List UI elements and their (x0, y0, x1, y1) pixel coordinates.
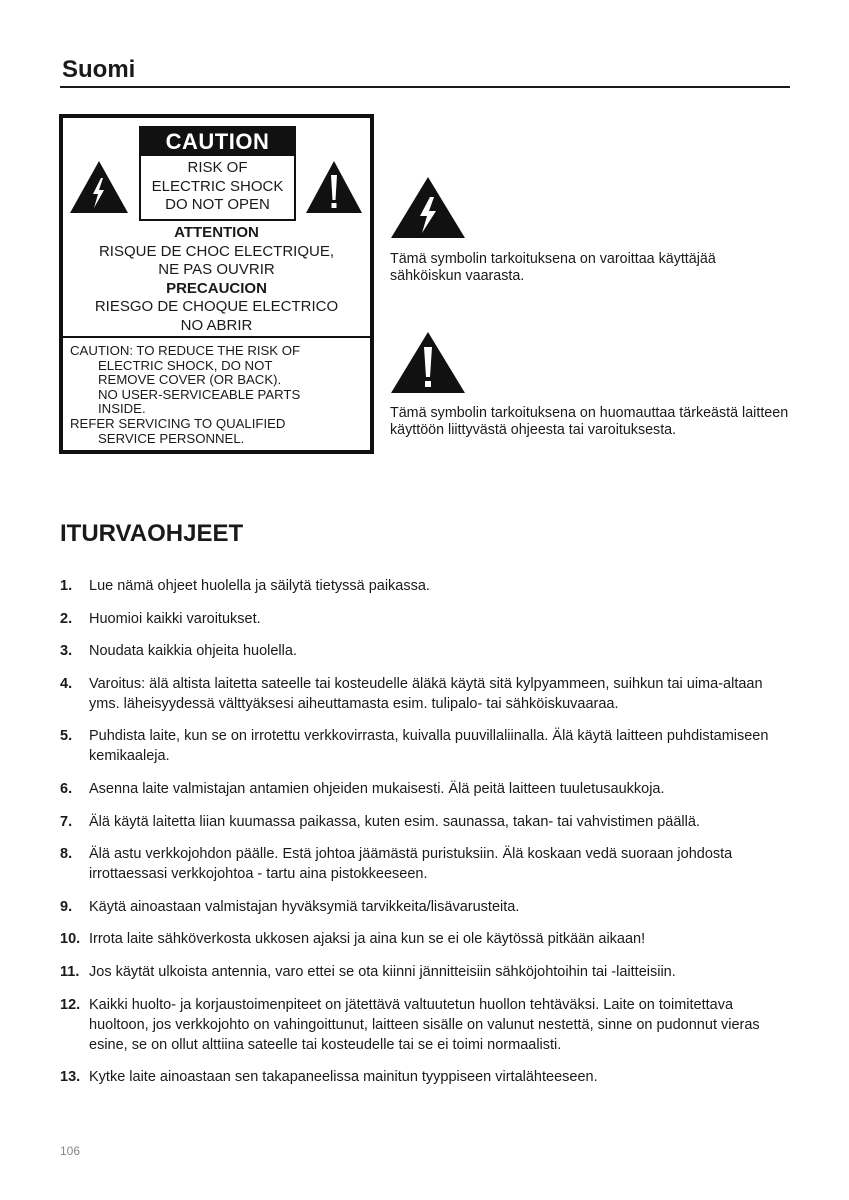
list-item (60, 929, 785, 949)
item-number: 8. (60, 846, 73, 863)
lightning-warning-icon (69, 160, 129, 219)
item-text: Älä astu verkkojohdon päälle. Estä johtoa jäämästä puristuksiin. Älä koskaan vedä suoraan johdosta irrottaessasi verkkojohtoa - tartu aina pistokkeeseen. (89, 846, 733, 883)
list-item (60, 1067, 785, 1087)
list-item (60, 779, 785, 799)
list-item (60, 995, 785, 1055)
item-text: Kytke laite ainoastaan sen takapaneelissa mainitun tyyppiseen virtalähteeseen. (89, 1069, 598, 1086)
item-number: 1. (60, 578, 73, 594)
exclamation-symbol-description: Tämä symbolin tarkoituksena on huomauttaa tärkeästä laitteen käyttöön liittyvästä ohjeesta tai varoituksesta. (390, 405, 789, 438)
language-title: Suomi (62, 56, 136, 83)
item-number: 11. (60, 963, 80, 980)
risk-text: RISK OF ELECTRIC SHOCK DO NOT OPEN (151, 159, 284, 213)
exclamation-warning-icon (305, 160, 363, 219)
item-number: 5. (60, 728, 73, 745)
item-text: Kaikki huolto- ja korjaustoimenpiteet on jätettävä valtuutetun huollon tehtäväksi. Laite on toimitettava huoltoon, jos verkkojohto on vahingoittunut, laitteen sisälle on valunut nestettä, sinne on pudonnut vieras esine, se on ollut alttiina sateelle tai kosteudelle tai se ei toimi normaalisti. (89, 996, 760, 1053)
caution-notice: CAUTION: TO REDUCE THE RISK OF ELECTRIC SHOCK, DO NOT REMOVE COVER (OR BACK). NO USER-SERVICEABLE PARTS INSIDE. REFER SERVICING TO QUALIFIED SERVICE PERSONNEL. (70, 343, 301, 446)
item-number: 6. (60, 780, 73, 797)
list-item (60, 962, 785, 982)
item-text: Lue nämä ohjeet huolella ja säilytä tietyssä paikassa. (89, 578, 430, 594)
item-text: Huomioi kaikki varoitukset. (89, 610, 261, 627)
list-item (60, 641, 785, 661)
section-title: ITURVAOHJEET (60, 520, 244, 547)
caution-heading: CAUTION (141, 128, 294, 156)
item-number: 12. (60, 996, 81, 1013)
list-item (60, 726, 785, 766)
item-text: Käytä ainoastaan valmistajan hyväksymiä tarvikkeita/lisävarusteita. (89, 898, 520, 915)
item-text: Älä käytä laitetta liian kuumassa paikassa, kuten esim. saunassa, takan- tai vahvistimen päällä. (89, 813, 700, 830)
item-number: 10. (60, 931, 81, 948)
list-item (60, 897, 785, 917)
list-item (60, 674, 785, 714)
item-number: 3. (60, 643, 73, 660)
exclamation-warning-icon (390, 331, 466, 399)
item-text: Jos käytät ulkoista antennia, varo ettei se ota kiinni jännitteisiin sähköjohtoihin tai -laitteisiin. (89, 963, 676, 980)
item-number: 9. (60, 898, 73, 915)
item-number: 4. (60, 675, 73, 692)
list-item (60, 844, 785, 884)
safety-instructions-list (60, 576, 785, 1100)
list-item (60, 812, 785, 832)
caution-center-box (139, 126, 296, 221)
page-number: 106 (60, 1144, 81, 1158)
caution-label (59, 114, 374, 454)
item-number: 7. (60, 813, 73, 830)
item-number: 2. (60, 610, 73, 627)
item-text: Varoitus: älä altista laitetta sateelle tai kosteudelle äläkä käytä sitä kylpyammeen, suihkun tai uima-altaan yms. läheisyydessä välttyäksesi aiheuttamasta esim. tulipalo- tai sähköiskuvaaraa. (89, 675, 763, 712)
item-text: Asenna laite valmistajan antamien ohjeiden mukaisesti. Älä peitä laitteen tuuletusaukkoja. (89, 780, 665, 797)
item-text: Puhdista laite, kun se on irrotettu verkkovirrasta, kuivalla puuvillaliinalla. Älä käytä laitteen puhdistamiseen kemikaaleja. (89, 728, 769, 765)
list-item (60, 576, 785, 596)
list-item (60, 609, 785, 629)
caution-label-upper (63, 118, 370, 338)
language-header (60, 56, 790, 88)
multilingual-warning: ATTENTION RISQUE DE CHOC ELECTRIQUE, NE PAS OUVRIR PRECAUCION RIESGO DE CHOQUE ELECTRICO NO ABRIR (94, 224, 339, 334)
lightning-symbol-description: Tämä symbolin tarkoituksena on varoittaa käyttäjää sähköiskun vaarasta. (390, 251, 716, 284)
item-text: Irrota laite sähköverkosta ukkosen ajaksi ja aina kun se ei ole käytössä pitkään aikaan! (89, 931, 646, 948)
lightning-warning-icon (390, 176, 466, 244)
item-text: Noudata kaikkia ohjeita huolella. (89, 643, 297, 660)
item-number: 13. (60, 1069, 81, 1086)
